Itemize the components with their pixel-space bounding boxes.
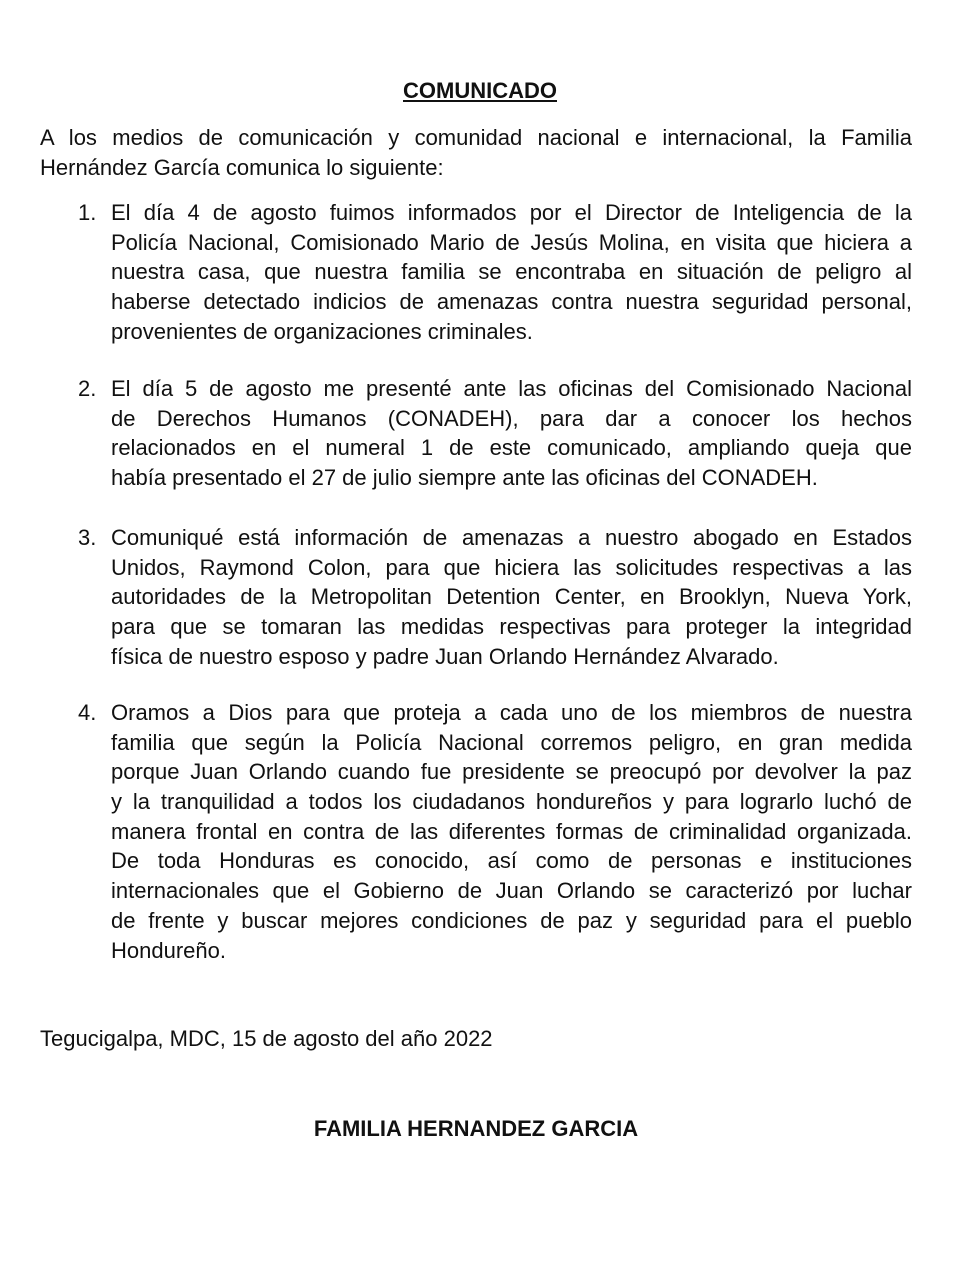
text-line: porque Juan Orlando cuando fue presidente se preocupó por devolver la paz <box>111 759 912 785</box>
text-line: manera frontal en contra de las diferentes formas de criminalidad organizada. <box>111 818 912 844</box>
text-line: Comuniqué está información de amenazas a nuestro abogado en Estados <box>111 525 912 550</box>
text-line: Unidos, Raymond Colon, para que hiciera las solicitudes respectivas a las <box>111 554 912 580</box>
item-body <box>111 374 912 493</box>
document-title: COMUNICADO <box>403 78 557 103</box>
item-body <box>111 698 912 965</box>
item-number: 3. <box>78 525 97 550</box>
intro-paragraph <box>40 123 912 182</box>
text-line: de Derechos Humanos (CONADEH), para dar a conocer los hechos <box>111 405 912 431</box>
text-line: física de nuestro esposo y padre Juan Orlando Hernández Alvarado. <box>111 643 779 669</box>
text-line: El día 4 de agosto fuimos informados por el Director de Inteligencia de la <box>111 200 912 225</box>
text-line: y la tranquilidad a todos los ciudadanos hondureños y para lograrlo luchó de <box>111 789 912 815</box>
list-item-2 <box>78 374 912 493</box>
text-line: Hernández García comunica lo siguiente: <box>40 154 444 180</box>
item-number: 4. <box>78 700 97 725</box>
text-line: autoridades de la Metropolitan Detention Center, en Brooklyn, Nueva York, <box>111 584 912 610</box>
list-item-3 <box>78 523 912 671</box>
item-body <box>111 198 912 346</box>
text-line: de frente y buscar mejores condiciones de paz y seguridad para el pueblo <box>111 907 912 933</box>
text-line: Oramos a Dios para que proteja a cada uno de los miembros de nuestra <box>111 700 912 725</box>
text-line: familia que según la Policía Nacional corremos peligro, en gran medida <box>111 729 912 755</box>
text-line: relacionados en el numeral 1 de este comunicado, ampliando queja que <box>111 435 912 461</box>
signature: FAMILIA HERNANDEZ GARCIA <box>313 1116 639 1141</box>
item-body <box>111 523 912 671</box>
text-line: provenientes de organizaciones criminales. <box>111 318 533 344</box>
list-item-1 <box>78 198 912 346</box>
text-line: había presentado el 27 de julio siempre ante las oficinas del CONADEH. <box>111 465 818 491</box>
text-line: para que se tomaran las medidas respectivas para proteger la integridad <box>111 614 912 640</box>
text-line: internacionales que el Gobierno de Juan Orlando se caracterizó por luchar <box>111 878 912 904</box>
item-number: 1. <box>78 200 97 225</box>
text-line: El día 5 de agosto me presenté ante las oficinas del Comisionado Nacional <box>111 376 912 401</box>
text-line: haberse detectado indicios de amenazas contra nuestra seguridad personal, <box>111 289 912 315</box>
date-line: Tegucigalpa, MDC, 15 de agosto del año 2022 <box>40 1026 493 1051</box>
text-line: Hondureño. <box>111 937 226 963</box>
text-line: A los medios de comunicación y comunidad nacional e internacional, la Familia <box>40 125 912 150</box>
list-item-4 <box>78 698 912 965</box>
text-line: nuestra casa, que nuestra familia se encontraba en situación de peligro al <box>111 259 912 285</box>
text-line: Policía Nacional, Comisionado Mario de Jesús Molina, en visita que hiciera a <box>111 229 912 255</box>
text-line: De toda Honduras es conocido, así como de personas e instituciones <box>111 848 912 874</box>
item-number: 2. <box>78 376 97 401</box>
